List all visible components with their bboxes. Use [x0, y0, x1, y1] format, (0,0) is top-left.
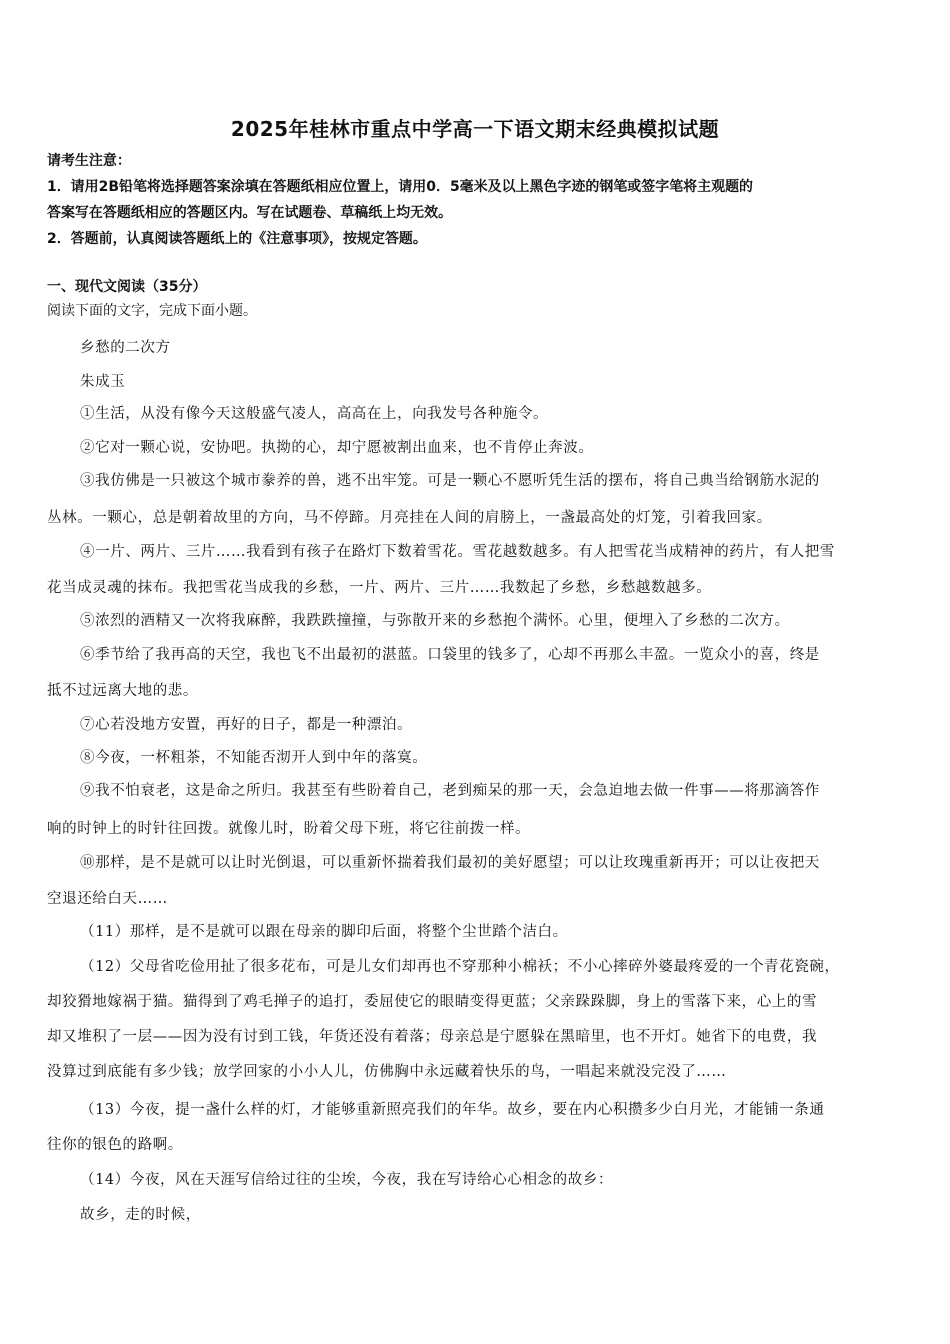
paragraph-line: （12）父母省吃俭用扯了很多花布，可是儿女们却再也不穿那种小棉袄；不小心摔碎外婆最疼爱的一个青花瓷碗， — [80, 959, 840, 975]
paragraph-line: 响的时钟上的时针往回拨。就像儿时，盼着父母下班，将它往前拨一样。 — [47, 821, 531, 837]
paragraph-line: ⑦心若没地方安置，再好的日子，都是一种漂泊。 — [80, 717, 413, 733]
paragraph-line: 往你的银色的路啊。 — [47, 1137, 183, 1153]
paragraph-line: ①生活，从没有像今天这般盛气凌人，高高在上，向我发号各种施令。 — [80, 406, 549, 422]
page-title: 2025年桂林市重点中学高一下语文期末经典模拟试题 — [230, 117, 720, 141]
notice-item-1-line-2: 答案写在答题纸相应的答题区内。写在试题卷、草稿纸上均无效。 — [47, 205, 453, 221]
article-title: 乡愁的二次方 — [80, 340, 171, 356]
notice-heading: 请考生注意： — [47, 153, 131, 169]
paragraph-line: ②它对一颗心说，安协吧。执拗的心，却宁愿被割出血来，也不肯停止奔波。 — [80, 440, 594, 456]
paragraph-line: 故乡，走的时候， — [80, 1207, 201, 1223]
paragraph-line: （13）今夜，提一盏什么样的灯，才能够重新照亮我们的年华。故乡，要在内心积攒多少白月光，才能铺一条通 — [80, 1102, 825, 1118]
paragraph-line: ⑨我不怕衰老，这是命之所归。我甚至有些盼着自己，老到痴呆的那一天，会急迫地去做一件事——将那滴答作 — [80, 783, 820, 799]
paragraph-line: （14）今夜，风在天涯写信给过往的尘埃，今夜，我在写诗给心心相念的故乡： — [80, 1172, 614, 1188]
paragraph-line: 花当成灵魂的抹布。我把雪花当成我的乡愁，一片、两片、三片……我数起了乡愁，乡愁越数越多。 — [47, 580, 712, 596]
article-author: 朱成玉 — [80, 374, 126, 390]
notice-item-2: 2．答题前，认真阅读答题纸上的《注意事项》，按规定答题。 — [47, 231, 427, 247]
paragraph-line: ③我仿佛是一只被这个城市豢养的兽，逃不出牢笼。可是一颗心不愿听凭生活的摆布，将自己典当给钢筋水泥的 — [80, 473, 820, 489]
paragraph-line: 空退还给白天…… — [47, 891, 168, 907]
paragraph-line: （11）那样，是不是就可以跟在母亲的脚印后面，将整个尘世踏个洁白。 — [80, 924, 568, 940]
section-heading: 一、现代文阅读（35分） — [47, 279, 207, 295]
paragraph-line: ⑥季节给了我再高的天空，我也飞不出最初的湛蓝。口袋里的钱多了，心却不再那么丰盈。一览众小的喜，终是 — [80, 647, 820, 663]
paragraph-line: ⑤浓烈的酒精又一次将我麻醉，我跌跌撞撞，与弥散开来的乡愁抱个满怀。心里，便埋入了乡愁的二次方。 — [80, 613, 790, 629]
paragraph-line: 没算过到底能有多少钱；放学回家的小小人儿，仿佛胸中永远藏着快乐的鸟，一唱起来就没完没了…… — [47, 1064, 727, 1080]
paragraph-line: 却又堆积了一层——因为没有讨到工钱，年货还没有着落；母亲总是宁愿躲在黑暗里，也不开灯。她省下的电费，我 — [47, 1029, 818, 1045]
section-instruction: 阅读下面的文字，完成下面小题。 — [47, 303, 257, 319]
paragraph-line: 抵不过远离大地的悲。 — [47, 683, 198, 699]
paragraph-line: ⑧今夜，一杯粗茶，不知能否沏开人到中年的落寞。 — [80, 750, 428, 766]
paragraph-line: ⑩那样，是不是就可以让时光倒退，可以重新怀揣着我们最初的美好愿望；可以让玫瑰重新再开；可以让夜把天 — [80, 855, 820, 871]
paragraph-line: ④一片、两片、三片……我看到有孩子在路灯下数着雪花。雪花越数越多。有人把雪花当成精神的药片，有人把雪 — [80, 544, 835, 560]
notice-item-1-line-1: 1．请用2B铅笔将选择题答案涂填在答题纸相应位置上，请用0．5毫米及以上黑色字迹的钢笔或签字笔将主观题的 — [47, 179, 754, 195]
paragraph-line: 却狡猾地嫁祸于猫。猫得到了鸡毛掸子的追打，委屈使它的眼睛变得更蓝；父亲跺跺脚，身上的雪落下来，心上的雪 — [47, 994, 818, 1010]
paragraph-line: 丛林。一颗心，总是朝着故里的方向，马不停蹄。月亮挂在人间的肩膀上，一盏最高处的灯笼，引着我回家。 — [47, 510, 772, 526]
